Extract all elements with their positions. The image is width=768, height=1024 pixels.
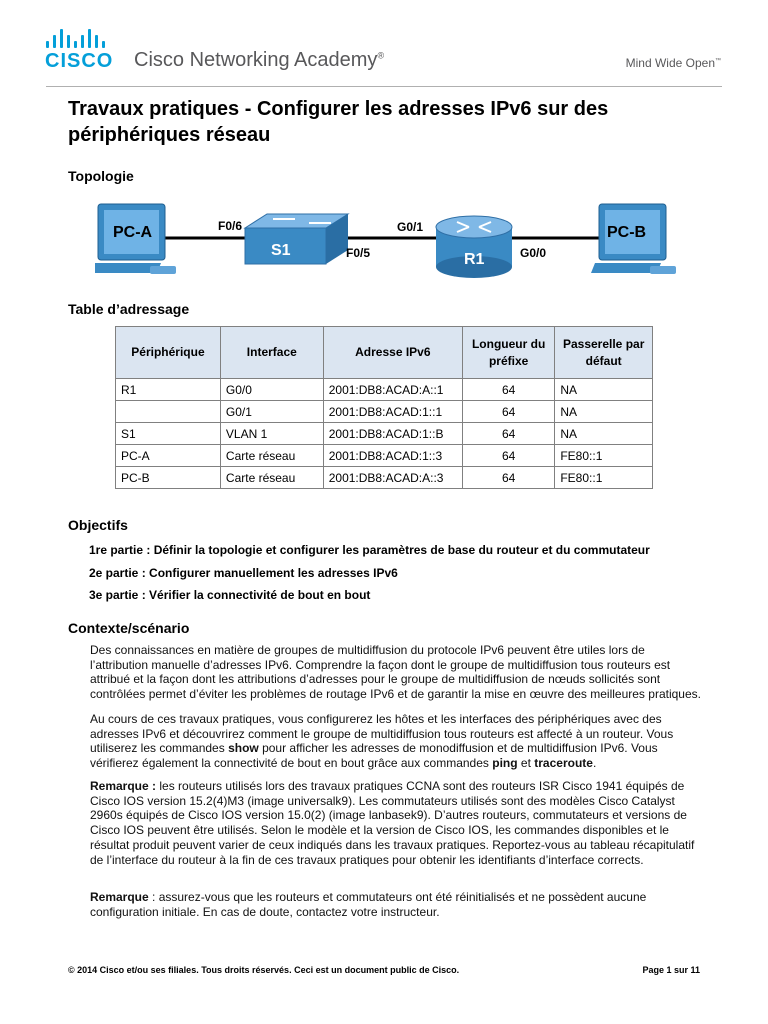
objective-item: 3e partie : Vérifier la connectivité de bout en bout: [89, 588, 371, 602]
context-paragraph-1: Des connaissances en matière de groupes de multidiffusion du protocole IPv6 peuvent être utiles lors de l’attribution manuelle d’adresses IPv6. Comprendre la façon dont le groupe de multidiffusion tous routeurs est attribué et la façon dont les attributions d’adresses pour le groupe de multidiffusion de nœuds sollicités sont contrôlées permet d’éviter les problèmes de routage IPv6 et de garantir la mise en œuvre des meilleures pratiques.: [90, 643, 701, 702]
table-cell: Carte réseau: [220, 467, 323, 489]
cisco-bars-icon: [46, 28, 113, 48]
port-g00: G0/0: [520, 246, 547, 260]
cmd-ping: ping: [492, 756, 518, 771]
table-cell: G0/0: [220, 379, 323, 401]
table-cell: G0/1: [220, 401, 323, 423]
cisco-wordmark: CISCO: [45, 50, 114, 72]
section-topology: Topologie: [68, 168, 134, 184]
table-cell: NA: [555, 401, 653, 423]
header-cell: Périphérique: [116, 327, 221, 379]
header-cell: Longueur du préfixe: [462, 327, 554, 379]
port-f06: F0/6: [218, 219, 243, 233]
pc-b-icon: [591, 204, 676, 274]
table-cell: NA: [555, 379, 653, 401]
note-label: Remarque :: [90, 779, 157, 793]
table-cell: FE80::1: [555, 445, 653, 467]
table-cell: 2001:DB8:ACAD:1::B: [323, 423, 462, 445]
topology-diagram: [95, 200, 680, 290]
table-cell: 64: [462, 467, 554, 489]
cmd-traceroute: traceroute: [534, 756, 593, 771]
table-row: [116, 379, 653, 401]
header-cell: Passerelle par défaut: [555, 327, 653, 379]
addressing-table: [115, 326, 653, 489]
pc-a-icon: [95, 204, 176, 274]
header-divider: [46, 86, 722, 87]
port-f05: F0/5: [346, 246, 371, 260]
academy-name: Cisco Networking Academy®: [134, 49, 385, 71]
header-cell: Interface: [220, 327, 323, 379]
table-cell: NA: [555, 423, 653, 445]
page-title: Travaux pratiques - Configurer les adresses IPv6 sur des périphériques réseau: [68, 98, 609, 146]
table-row: [116, 467, 653, 489]
port-g01: G0/1: [397, 220, 424, 234]
pc-a-label: PC-A: [113, 224, 153, 241]
note-paragraph-2: Remarque : assurez-vous que les routeurs et commutateurs ont été réinitialisés et ne possèdent aucune configuration initiale. En cas de doute, contactez votre instructeur.: [90, 890, 647, 919]
table-cell: R1: [116, 379, 221, 401]
note-label: Remarque: [90, 890, 149, 904]
tagline: Mind Wide Open™: [625, 56, 721, 70]
section-context: Contexte/scénario: [68, 620, 190, 636]
table-cell: FE80::1: [555, 467, 653, 489]
objective-item: 2e partie : Configurer manuellement les adresses IPv6: [89, 566, 398, 580]
cmd-show: show: [228, 741, 259, 756]
s1-label: S1: [271, 242, 291, 259]
table-cell: 2001:DB8:ACAD:A::1: [323, 379, 462, 401]
note-paragraph-1: Remarque : les routeurs utilisés lors des travaux pratiques CCNA sont des routeurs ISR Cisco 1941 équipés de Cisco IOS version 15.2(4)M3 (image universalk9). Les commutateurs utilisés sont des modèles Cisco Catalyst 2960s équipés de Cisco IOS version 15.0(2) (image lanbasek9). D’autres routeurs, commutateurs et versions de Cisco IOS peuvent être utilisés. Selon le modèle et la version de Cisco IOS, les commandes disponibles et le résultat produit peuvent varier de ceux indiqués dans les travaux pratiques. Reportez-vous au tableau récapitulatif de l’interface du routeur à la fin de ces travaux pratiques pour obtenir les identifiants d’interface corrects.: [90, 779, 695, 867]
table-cell: 64: [462, 423, 554, 445]
footer-copyright: © 2014 Cisco et/ou ses filiales. Tous droits réservés. Ceci est un document public de Cisco.: [68, 965, 460, 975]
table-cell: S1: [116, 423, 221, 445]
table-cell: PC-B: [116, 467, 221, 489]
pc-b-label: PC-B: [607, 224, 647, 241]
table-cell: 2001:DB8:ACAD:A::3: [323, 467, 462, 489]
section-addressing: Table d’adressage: [68, 301, 190, 317]
table-cell: 2001:DB8:ACAD:1::1: [323, 401, 462, 423]
switch-icon: [245, 214, 348, 264]
table-cell: 64: [462, 401, 554, 423]
table-cell: [116, 401, 221, 423]
table-row: [116, 401, 653, 423]
section-objectives: Objectifs: [68, 517, 128, 533]
table-cell: Carte réseau: [220, 445, 323, 467]
page-number: Page 1 sur 11: [642, 965, 700, 975]
table-header-row: [116, 327, 653, 379]
r1-label: R1: [464, 251, 485, 268]
table-cell: 64: [462, 379, 554, 401]
table-cell: VLAN 1: [220, 423, 323, 445]
header-cell: Adresse IPv6: [323, 327, 462, 379]
cisco-logo: [45, 28, 113, 71]
table-cell: 2001:DB8:ACAD:1::3: [323, 445, 462, 467]
table-cell: 64: [462, 445, 554, 467]
router-icon: [436, 216, 512, 278]
table-row: [116, 445, 653, 467]
context-paragraph-2: Au cours de ces travaux pratiques, vous configurerez les hôtes et les interfaces des périphériques avec des adresses IPv6 et découvrirez comment le groupe de multidiffusion tous routeurs est affecté à un routeur. Vous utiliserez les commandes show pour afficher les adresses de monodiffusion et de multidiffusion IPv6. Vous vérifierez également la connectivité de bout en bout grâce aux commandes ping et traceroute.: [90, 712, 674, 771]
page-header: [0, 0, 768, 88]
table-cell: PC-A: [116, 445, 221, 467]
objective-item: 1re partie : Définir la topologie et configurer les paramètres de base du routeur et du commutateur: [89, 543, 650, 557]
table-row: [116, 423, 653, 445]
